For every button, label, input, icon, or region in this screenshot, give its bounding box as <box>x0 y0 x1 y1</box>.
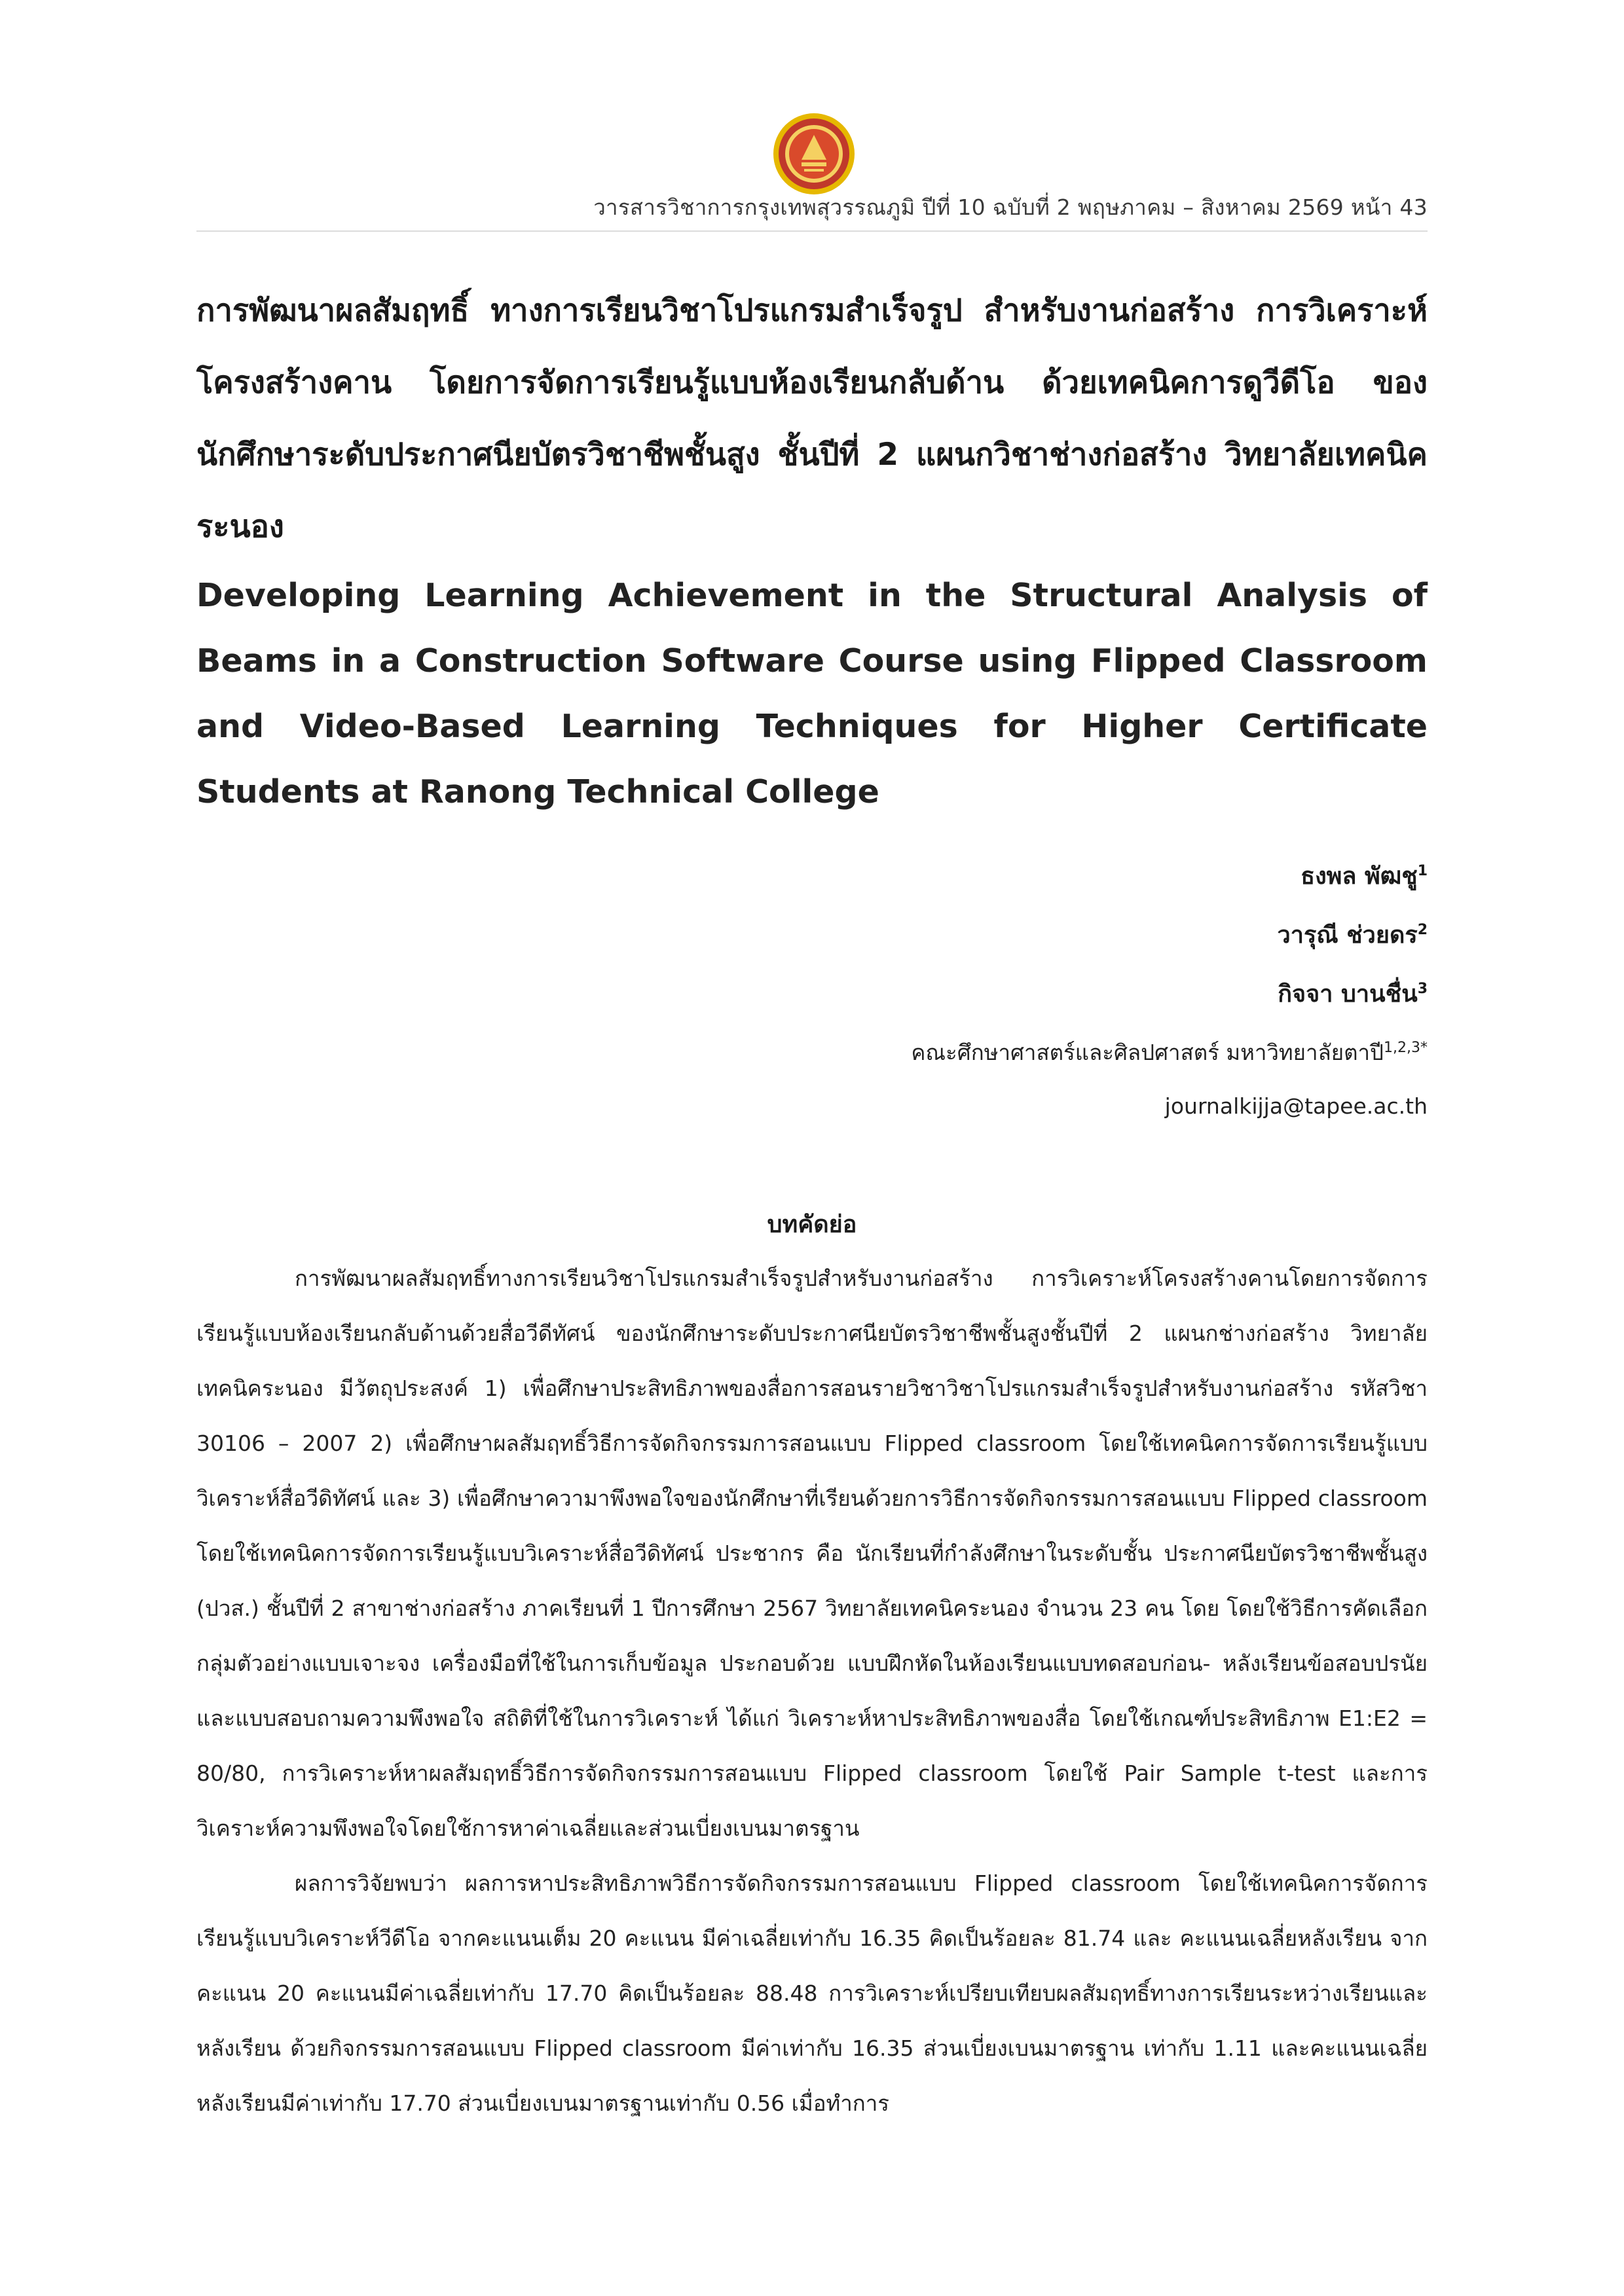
author-1 <box>196 845 1428 903</box>
author-name: ธงพล พัฒชู <box>1301 863 1418 890</box>
affiliation <box>196 1021 1428 1080</box>
title-thai: การพัฒนาผลสัมฤทธิ์ ทางการเรียนวิชาโปรแกรมสำเร็จรูป สำหรับงานก่อสร้าง การวิเคราะห์โครงสร้างคาน โดยการจัดการเรียนรู้แบบห้องเรียนกลับด้าน ด้วยเทคนิคการดูวีดีโอ ของนักศึกษาระดับประกาศนียบัตรวิชาชีพชั้นสูง ชั้นปีที่ 2 แผนกวิชาช่างก่อสร้าง วิทยาลัยเทคนิคระนอง <box>196 293 1428 545</box>
title-english: Developing Learning Achievement in the Structural Analysis of Beams in a Construction Software Course using Flipped Classroom and Video-Based Learning Techniques for Higher Certificate Students at Ranong Technical College <box>196 577 1428 811</box>
author-sup: 2 <box>1417 922 1428 938</box>
header-divider <box>196 230 1428 232</box>
abstract-heading: บทคัดย่อ <box>767 1211 857 1238</box>
author-sup: 1 <box>1417 863 1428 879</box>
contact-email: journalkijja@tapee.ac.th <box>1164 1093 1428 1119</box>
author-name: กิจจา บานชื่น <box>1278 981 1418 1008</box>
author-name: วารุณี ช่วยดร <box>1277 922 1418 949</box>
running-head: วารสารวิชาการกรุงเทพสุวรรณภูมิ ปีที่ 10 ฉบับที่ 2 พฤษภาคม – สิงหาคม 2569 หน้า 43 <box>593 194 1428 220</box>
abstract-paragraph-1: การพัฒนาผลสัมฤทธิ์ทางการเรียนวิชาโปรแกรมสำเร็จรูปสำหรับงานก่อสร้าง การวิเคราะห์โครงสร้างคานโดยการจัดการเรียนรู้แบบห้องเรียนกลับด้านด้วยสื่อวีดีทัศน์ ของนักศึกษาระดับประกาศนียบัตรวิชาชีพชั้นสูงชั้นปีที่ 2 แผนกช่างก่อสร้าง วิทยาลัยเทคนิคระนอง มีวัตถุประสงค์ 1) เพื่อศึกษาประสิทธิภาพของสื่อการสอนรายวิชาวิชาโปรแกรมสำเร็จรูปสำหรับงานก่อสร้าง รหัสวิชา 30106 – 2007 2) เพื่อศึกษาผลสัมฤทธิ์วิธีการจัดกิจกรรมการสอนแบบ Flipped classroom โดยใช้เทคนิคการจัดการเรียนรู้แบบวิเคราะห์สื่อวีดิทัศน์ และ 3) เพื่อศึกษาความาพึงพอใจของนักศึกษาที่เรียนด้วยการวิธีการจัดกิจกรรมการสอนแบบ Flipped classroom โดยใช้เทคนิคการจัดการเรียนรู้แบบวิเคราะห์สื่อวีดิทัศน์ ประชากร คือ นักเรียนที่กำลังศึกษาในระดับชั้น ประกาศนียบัตรวิชาชีพชั้นสูง (ปวส.) ชั้นปีที่ 2 สาขาช่างก่อสร้าง ภาคเรียนที่ 1 ปีการศึกษา 2567 วิทยาลัยเทคนิคระนอง จำนวน 23 คน โดย โดยใช้วิธีการคัดเลือกกลุ่มตัวอย่างแบบเจาะจง เครื่องมือที่ใช้ในการเก็บข้อมูล ประกอบด้วย แบบฝึกหัดในห้องเรียนแบบทดสอบก่อน- หลังเรียนข้อสอบปรนัย และแบบสอบถามความพึงพอใจ สถิติที่ใช้ในการวิเคราะห์ ได้แก่ วิเคราะห์หาประสิทธิภาพของสื่อ โดยใช้เกณฑ์ประสิทธิภาพ E1:E2 = 80/80, การวิเคราะห์หาผลสัมฤทธิ์วิธีการจัดกิจกรรมการสอนแบบ Flipped classroom โดยใช้ Pair Sample t-test และการวิเคราะห์ความพึงพอใจโดยใช้การหาค่าเฉลี่ยและส่วนเบี่ยงเบนมาตรฐาน <box>196 1266 1428 1841</box>
author-3 <box>196 962 1428 1021</box>
article-body <box>196 275 1428 2131</box>
author-2 <box>196 903 1428 962</box>
affiliation-text: คณะศึกษาศาสตร์และศิลปศาสตร์ มหาวิทยาลัยตาปี <box>911 1040 1384 1065</box>
author-sup: 3 <box>1417 981 1428 997</box>
abstract-paragraph-2: ผลการวิจัยพบว่า ผลการหาประสิทธิภาพวิธีการจัดกิจกรรมการสอนแบบ Flipped classroom โดยใช้เทคนิคการจัดการเรียนรู้แบบวิเคราะห์วีดีโอ จากคะแนนเต็ม 20 คะแนน มีค่าเฉลี่ยเท่ากับ 16.35 คิดเป็นร้อยละ 81.74 และ คะแนนเฉลี่ยหลังเรียน จากคะแนน 20 คะแนนมีค่าเฉลี่ยเท่ากับ 17.70 คิดเป็นร้อยละ 88.48 การวิเคราะห์เปรียบเทียบผลสัมฤทธิ์ทางการเรียนระหว่างเรียนและหลังเรียน ด้วยกิจกรรมการสอนแบบ Flipped classroom มีค่าเท่ากับ 16.35 ส่วนเบี่ยงเบนมาตรฐาน เท่ากับ 1.11 และคะแนนเฉลี่ยหลังเรียนมีค่าเท่ากับ 17.70 ส่วนเบี่ยงเบนมาตรฐานเท่ากับ 0.56 เมื่อทำการ <box>196 1870 1428 2116</box>
affiliation-sup: 1,2,3* <box>1384 1040 1428 1056</box>
journal-seal-icon <box>771 111 857 196</box>
